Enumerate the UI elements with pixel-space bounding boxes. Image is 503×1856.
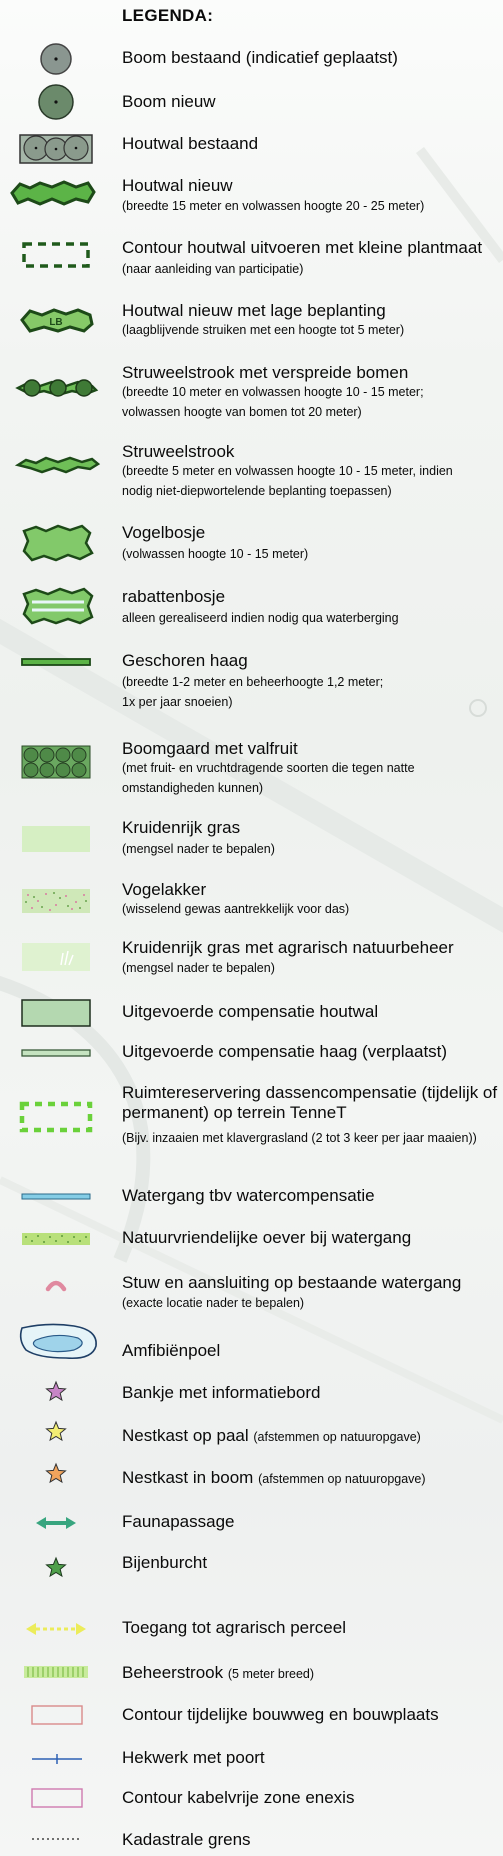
existing-tree-hedge-icon — [16, 131, 96, 165]
legend-label: Geschoren haag — [122, 651, 248, 670]
legend-label: Bijenburcht — [122, 1553, 208, 1572]
legend-sublabel: (breedte 1-2 meter en beheerhoogte 1,2 meter; — [122, 675, 384, 689]
bird-field-icon — [16, 887, 96, 915]
legend-sublabel: (breedte 15 meter en volwassen hoogte 20 - 25 meter) — [122, 199, 425, 213]
legend-entry-fauna-passage — [0, 1512, 503, 1536]
cable-free-contour-icon — [16, 1785, 96, 1811]
legend-label: Hekwerk met poort — [122, 1748, 265, 1767]
legend-entry-nestbox-tree — [0, 1462, 503, 1492]
legend-entry-fence-gate — [0, 1748, 503, 1772]
legend-sublabel: (breedte 5 meter en volwassen hoogte 10 - 15 meter, indien — [122, 464, 453, 478]
legend-label: Bankje met informatiebord — [122, 1383, 321, 1402]
legend-entry-orchard — [0, 736, 503, 802]
compensation-hedge-icon — [16, 998, 96, 1028]
legend-label: Houtwal nieuw — [122, 176, 233, 195]
amphibian-pool-icon — [16, 1322, 96, 1362]
legend-entry-trimmed-hedge — [0, 648, 503, 712]
legend-entry-temporary-road — [0, 1702, 503, 1730]
nature-bank-icon — [16, 1231, 96, 1247]
legend-title: LEGENDA: — [122, 6, 214, 25]
legend-label: Kadastrale grens — [122, 1830, 251, 1849]
legend-entry-weir — [0, 1270, 503, 1322]
legend-label: Contour kabelvrije zone enexis — [122, 1788, 355, 1807]
legend-label: Boomgaard met valfruit — [122, 739, 298, 758]
legend-label: Boom bestaand (indicatief geplaatst) — [122, 48, 398, 67]
legend-label: Uitgevoerde compensatie haag (verplaatst) — [122, 1042, 448, 1061]
legend-entry-nestbox-pole — [0, 1420, 503, 1450]
legend-sublabel: (volwassen hoogte 10 - 15 meter) — [122, 547, 309, 561]
nestbox-tree-star-icon — [16, 1462, 96, 1484]
ridge-grove-icon — [16, 586, 96, 626]
legend-label: Contour houtwal uitvoeren met kleine plantmaat — [122, 238, 483, 257]
legend-sublabel-2: 1x per jaar snoeien) — [122, 695, 233, 709]
legend-entry-compensation-hedge — [0, 996, 503, 1030]
legend-label: Contour tijdelijke bouwweg en bouwplaats — [122, 1705, 439, 1724]
legend-label: Toegang tot agrarisch perceel — [122, 1618, 346, 1637]
legend-sublabel: (exacte locatie nader te bepalen) — [122, 1296, 305, 1310]
legend-entry-watercourse — [0, 1186, 503, 1216]
trimmed-hedge-icon — [16, 656, 96, 670]
legend-label: Struweelstrook met verspreide bomen — [122, 363, 409, 382]
legend-label: Houtwal bestaand — [122, 134, 259, 153]
legend-label: Struweelstrook — [122, 442, 235, 461]
cadastral-border-icon — [16, 1836, 96, 1842]
legend-sublabel: (breedte 10 meter en volwassen hoogte 10 - 15 meter; — [122, 385, 424, 399]
legend-label: Natuurvriendelijke oever bij watergang — [122, 1228, 412, 1247]
legend-entry-existing-tree — [0, 40, 503, 78]
legend-entry-new-tree — [0, 82, 503, 122]
legend-entry-bird-field — [0, 876, 503, 922]
legend-sublabel: (met fruit- en vruchtdragende soorten die tegen natte — [122, 761, 415, 775]
bench-star-icon — [16, 1380, 96, 1402]
legend-sublabel: (Bijv. inzaaien met klavergrasland (2 tot 3 keer per jaar maaien)) — [122, 1131, 477, 1145]
legend-entry-shrub-strip-with-trees — [0, 362, 503, 424]
legend-label: Vogelbosje — [122, 523, 206, 542]
low-planting-hedge-icon — [16, 304, 96, 336]
bird-grove-icon — [16, 523, 96, 563]
legend-label: Kruidenrijk gras met agrarisch natuurbeheer — [122, 938, 454, 957]
legend-entry-compensation-hedge-moved — [0, 1040, 503, 1070]
legend-label: Kruidenrijk gras — [122, 818, 241, 837]
legend-entry-cable-free — [0, 1784, 503, 1814]
legend-entry-low-planting-hedge — [0, 300, 503, 346]
legend-sublabel: (mengsel nader te bepalen) — [122, 842, 275, 856]
herb-grass-agri-icon — [16, 941, 96, 973]
legend-label-main: Nestkast op paal — [122, 1426, 249, 1445]
fence-gate-icon — [16, 1752, 96, 1766]
legend-label: Ruimtereservering dassencompensatie (tijdelijk of permanent) op terrein TenneT — [122, 1083, 498, 1122]
orchard-icon — [16, 744, 96, 780]
legend-label-note: (afstemmen op natuuropgave) — [258, 1472, 426, 1486]
legend-entry-existing-tree-hedge — [0, 128, 503, 168]
shrub-strip-with-trees-icon — [16, 375, 96, 401]
legend-sublabel-2: nodig niet-diepwortelende beplanting toepassen) — [122, 484, 392, 498]
legend-sublabel-2: volwassen hoogte van bomen tot 20 meter) — [122, 405, 362, 419]
legend-label: rabattenbosje — [122, 587, 226, 606]
legend-sublabel-2: omstandigheden kunnen) — [122, 781, 264, 795]
legend-entry-bird-grove — [0, 520, 503, 568]
temporary-road-contour-icon — [16, 1702, 96, 1728]
legend-label: Boom nieuw — [122, 92, 216, 111]
legend-entry-field-access — [0, 1618, 503, 1642]
legend-sublabel: alleen gerealiseerd indien nodig qua waterberging — [122, 611, 399, 625]
maintenance-strip-icon — [16, 1663, 96, 1681]
legend-label: Vogelakker — [122, 880, 207, 899]
legend-label-note: (5 meter breed) — [227, 1667, 315, 1681]
legend-label: Stuw en aansluiting op bestaande watergang — [122, 1273, 462, 1292]
legend-entry-ridge-grove — [0, 584, 503, 632]
legend-entry-amphibian-pool — [0, 1322, 503, 1366]
legend-sublabel: (naar aanleiding van participatie) — [122, 262, 304, 276]
legend-sublabel: (mengsel nader te bepalen) — [122, 961, 275, 975]
legend-label-main: Nestkast in boom — [122, 1468, 254, 1487]
legend-sublabel: (wisselend gewas aantrekkelijk voor das) — [122, 902, 350, 916]
legend-sublabel: (laagblijvende struiken met een hoogte tot 5 meter) — [122, 323, 405, 337]
legend-label: Amfibiënpoel — [122, 1341, 221, 1360]
new-tree-hedge-icon — [16, 178, 96, 208]
bee-castle-star-icon — [16, 1556, 96, 1578]
nestbox-pole-star-icon — [16, 1420, 96, 1442]
existing-tree-icon — [16, 41, 96, 77]
watercourse-icon — [16, 1192, 96, 1202]
legend-entry-bee-castle — [0, 1553, 503, 1581]
low-planting-code: LB — [49, 317, 63, 328]
badger-reservation-icon — [16, 1100, 96, 1136]
legend-entry-dashed-contour — [0, 236, 503, 284]
legend-label: Watergang tbv watercompensatie — [122, 1186, 375, 1205]
legend-label-note: (afstemmen op natuuropgave) — [253, 1430, 421, 1444]
legend-entry-nature-bank — [0, 1228, 503, 1258]
legend-label-main: Beheerstrook — [122, 1663, 224, 1682]
new-tree-icon — [16, 83, 96, 121]
field-access-icon — [16, 1621, 96, 1637]
legend-entry-herb-grass — [0, 814, 503, 864]
legend-label: Faunapassage — [122, 1512, 235, 1531]
legend-entry-shrub-strip — [0, 441, 503, 503]
legend-entry-badger-reservation — [0, 1082, 503, 1174]
dashed-contour-icon — [16, 240, 96, 270]
legend-entry-cadastral — [0, 1828, 503, 1854]
compensation-hedge-moved-icon — [16, 1048, 96, 1060]
legend-label — [122, 1426, 498, 1447]
legend-entry-new-tree-hedge — [0, 172, 503, 220]
herb-grass-icon — [16, 824, 96, 854]
legend-label — [122, 1663, 498, 1684]
legend-entry-maintenance-strip — [0, 1662, 503, 1686]
legend-entry-herb-grass-agri — [0, 934, 503, 984]
legend-label: Uitgevoerde compensatie houtwal — [122, 1002, 379, 1021]
shrub-strip-icon — [16, 453, 96, 477]
legend-entry-bench — [0, 1380, 503, 1410]
weir-icon — [16, 1274, 96, 1294]
fauna-passage-icon — [16, 1515, 96, 1531]
legend-label — [122, 1468, 498, 1489]
legend-label: Houtwal nieuw met lage beplanting — [122, 301, 386, 320]
